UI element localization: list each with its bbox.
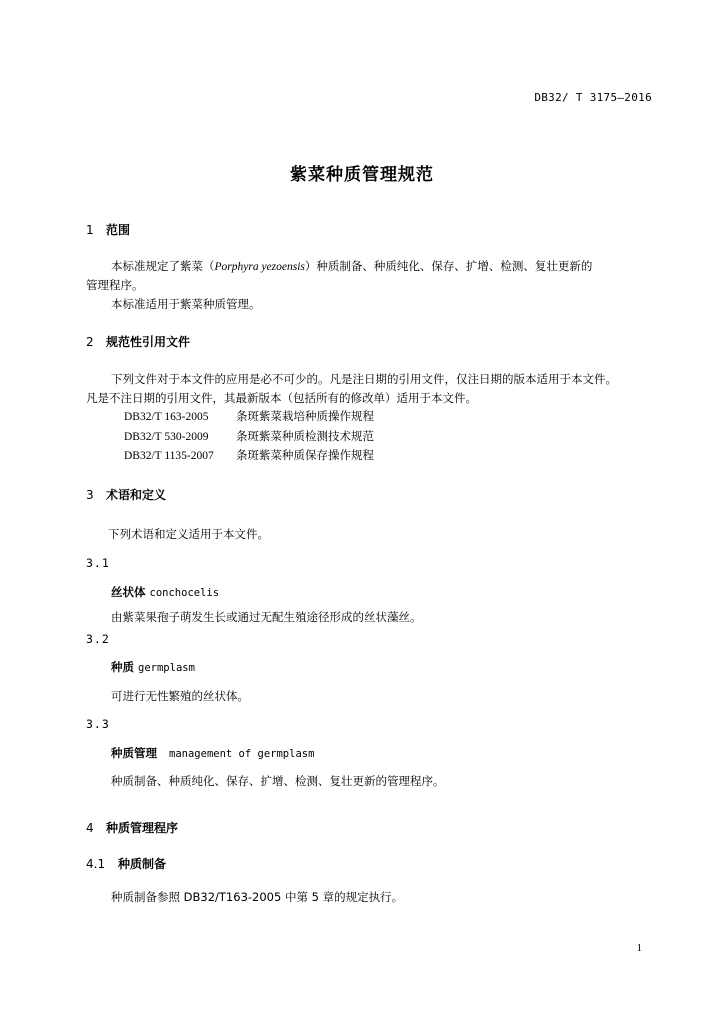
term-en: germplasm [138, 662, 195, 674]
subsection-number: 3.3 [86, 717, 110, 731]
section-number: 3 [86, 488, 94, 502]
section-1-heading [86, 221, 130, 238]
section-title: 种质管理程序 [106, 821, 179, 835]
section-title: 规范性引用文件 [106, 335, 191, 349]
section-4-1-paragraph: 种质制备参照 DB32/T163-2005 中第 5 章的规定执行。 [111, 890, 404, 904]
term-zh: 种质 [111, 660, 134, 674]
section-1-paragraph-2: 本标准适用于紫菜种质管理。 [111, 297, 261, 311]
section-number: 2 [86, 335, 94, 349]
section-3-intro: 下列术语和定义适用于本文件。 [108, 527, 269, 541]
section-title: 范围 [106, 223, 131, 237]
term-definition: 种质制备、种质纯化、保存、扩增、检测、复壮更新的管理程序。 [111, 774, 445, 788]
term-zh: 丝状体 [111, 585, 146, 599]
subsection-4-1-heading [86, 855, 166, 872]
reference-name: 条斑紫菜栽培种质操作规程 [236, 409, 374, 423]
section-number: 1 [86, 223, 94, 237]
page-number: 1 [636, 942, 642, 954]
section-1-paragraph-1-cont: 管理程序。 [86, 278, 144, 292]
reference-item [124, 408, 374, 424]
latin-name: Porphyra yezoensis [214, 261, 305, 273]
reference-item [124, 428, 374, 444]
term-en: conchocelis [149, 587, 220, 599]
term-entry [111, 745, 314, 761]
reference-item [124, 447, 374, 463]
reference-code: DB32/T 163-2005 [124, 411, 209, 423]
text-run: 本标准规定了紫菜（ [111, 259, 215, 273]
section-1-paragraph-1 [111, 257, 592, 277]
reference-code: DB32/T 1135-2007 [124, 450, 214, 462]
text-run: ）种质制备、种质纯化、保存、扩增、检测、复壮更新的 [304, 259, 593, 273]
section-2-paragraph-1-cont: 凡是不注日期的引用文件，其最新版本（包括所有的修改单）适用于本文件。 [86, 391, 477, 405]
reference-code: DB32/T 530-2009 [124, 431, 209, 443]
standard-number: DB32/ T 3175—2016 [534, 91, 652, 104]
term-en: management of germplasm [169, 748, 315, 760]
section-number: 4.1 [86, 857, 106, 871]
section-3-heading [86, 486, 166, 503]
term-zh: 种质管理 [111, 746, 157, 760]
section-title: 种质制备 [118, 857, 167, 871]
section-2-paragraph-1: 下列文件对于本文件的应用是必不可少的。凡是注日期的引用文件，仅注日期的版本适用于本文件。 [111, 372, 617, 386]
term-entry [111, 659, 195, 675]
term-definition: 可进行无性繁殖的丝状体。 [111, 689, 249, 703]
section-2-heading [86, 333, 190, 350]
term-definition: 由紫菜果孢子萌发生长或通过无配生殖途径形成的丝状藻丝。 [111, 610, 422, 624]
reference-name: 条斑紫菜种质检测技术规范 [236, 429, 374, 443]
section-number: 4 [86, 821, 94, 835]
section-title: 术语和定义 [106, 488, 167, 502]
section-4-heading [86, 819, 178, 836]
reference-name: 条斑紫菜种质保存操作规程 [236, 448, 374, 462]
term-entry [111, 584, 219, 600]
subsection-number: 3.2 [86, 632, 110, 646]
subsection-number: 3.1 [86, 556, 110, 570]
document-title: 紫菜种质管理规范 [290, 165, 434, 185]
